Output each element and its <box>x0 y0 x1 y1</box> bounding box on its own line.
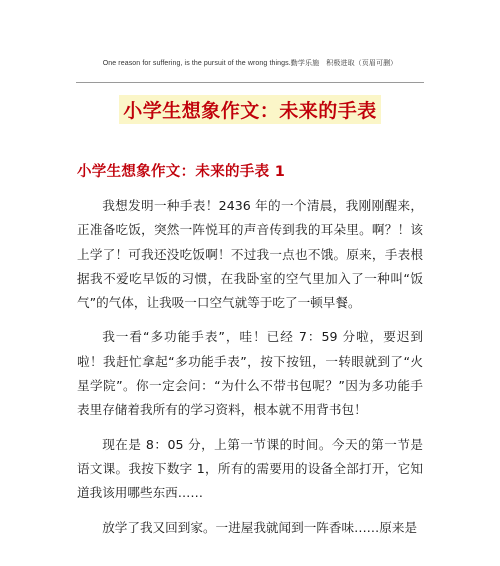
section-title: 小学生想象作文：未来的手表 1 <box>77 164 286 180</box>
paragraph: 我一看“多功能手表”，哇！已经 7：59 分啦，要迟到啦！我赶忙拿起“多功能手表”，按下按钮，一转眼就到了“火星学院”。你一定会问：“为什么不带书包呢？”因为多功能手表里存储着我所有的学习资料，根本就不用背书包！ <box>77 329 423 418</box>
paragraph: 放学了我又回到家。一进屋我就闻到一阵香味……原来是 <box>102 519 418 535</box>
document-title: 小学生想象作文：未来的手表 <box>119 95 381 124</box>
paragraph: 现在是 8：05 分，上第一节课的时间。今天的第一节是语文课。我按下数字 1，所有的需要用的设备全部打开，它知道我该用哪些东西…… <box>77 436 423 501</box>
header-divider <box>76 82 424 83</box>
page-header: One reason for suffering, is the pursuit of the wrong things.勤学乐施 积极进取（页眉可删） <box>102 60 398 67</box>
article-body <box>77 194 423 550</box>
paragraph: 我想发明一种手表！2436 年的一个清晨，我刚刚醒来，正准备吃饭，突然一阵悦耳的声音传到我的耳朵里。啊？！该上学了！可我还没吃饭啊！不过我一点也不饿。原来，手表根据我不爱吃早饭的习惯，在我卧室的空气里加入了一种叫“饭气”的气体，让我吸一口空气就等于吃了一顿早餐。 <box>77 198 423 311</box>
document-title-container <box>0 95 500 124</box>
